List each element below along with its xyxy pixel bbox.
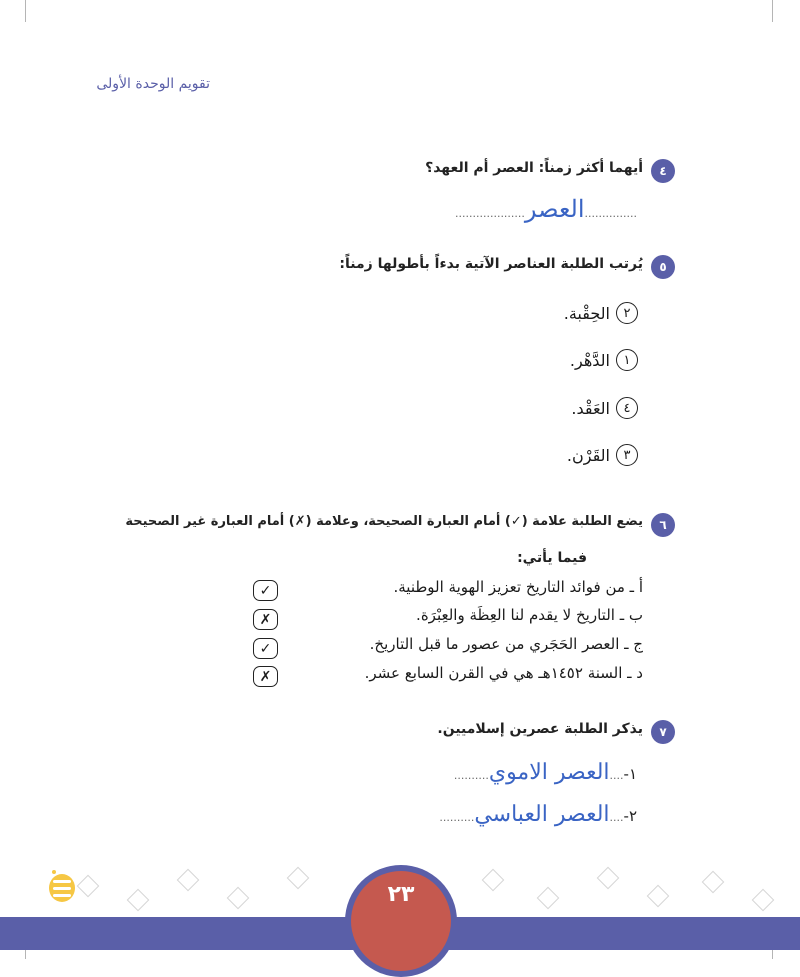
dotted-leader: ....: [609, 769, 624, 782]
question-4-answer-line: [455, 195, 637, 223]
question-5-badge: ٥: [651, 255, 675, 279]
page-number: ٢٣: [387, 882, 415, 907]
crop-mark: [772, 0, 773, 22]
rank-circle: ٢: [616, 302, 638, 324]
order-item: [567, 444, 638, 466]
question-4-text: أيهما أكثر زمناً: العصر أم العهد؟: [425, 160, 643, 176]
dotted-leader: ....: [609, 811, 624, 824]
order-item-label: الحِقْبة.: [563, 303, 610, 323]
statement-c: ج ـ العصر الحَجَري من عصور ما قبل التاريخ.: [369, 635, 643, 653]
order-item-label: العَقْد.: [571, 398, 610, 418]
answer-prefix: ٢-: [623, 807, 637, 825]
question-6-text-cont: فيما يأتي:: [517, 550, 587, 566]
statement-a: أ ـ من فوائد التاريخ تعزيز الهوية الوطنية.: [393, 578, 643, 596]
page-number-badge: [351, 871, 451, 971]
publisher-logo-icon: [44, 866, 80, 906]
question-6-badge: ٦: [651, 513, 675, 537]
rank-circle: ٣: [616, 444, 638, 466]
unit-header: تقويم الوحدة الأولى: [96, 76, 210, 92]
dotted-leader: ...............: [584, 207, 637, 220]
order-item-label: القَرْن.: [566, 445, 610, 465]
question-4-badge: ٤: [651, 159, 675, 183]
question-7-badge: ٧: [651, 720, 675, 744]
order-item-label: الدَّهْر.: [569, 350, 610, 370]
rank-circle: ٤: [616, 397, 638, 419]
question-7-answer-2: [439, 802, 637, 827]
order-item: [570, 349, 638, 371]
rank-circle: ١: [616, 349, 638, 371]
answer-prefix: ١-: [623, 765, 637, 783]
crop-mark: [25, 0, 26, 22]
order-item: [571, 397, 638, 419]
question-5-text: يُرتب الطلبة العناصر الآتية بدءاً بأطولها زمناً:: [339, 256, 643, 272]
question-7-answer-2-text: العصر العباسي: [474, 802, 610, 827]
dotted-leader: ..........: [439, 811, 475, 824]
answer-box-check: ✓: [253, 638, 278, 659]
dotted-leader: ....................: [454, 207, 525, 220]
answer-box-check: ✓: [253, 580, 278, 601]
answer-box-cross: ✗: [253, 666, 278, 687]
question-4-answer: العصر: [524, 195, 585, 223]
answer-box-cross: ✗: [253, 609, 278, 630]
statement-d: د ـ السنة ١٤٥٢هـ هي في القرن السابع عشر.: [364, 664, 643, 682]
dotted-leader: ..........: [453, 769, 489, 782]
question-7-answer-1: [454, 760, 637, 785]
question-7-answer-1-text: العصر الاموي: [488, 760, 610, 785]
statement-b: ب ـ التاريخ لا يقدم لنا العِظَة والعِبْرَة.: [416, 606, 643, 624]
order-item: [564, 302, 638, 324]
question-6-text: يضع الطلبة علامة (✓) أمام العبارة الصحيحة، وعلامة (✗) أمام العبارة غير الصحيحة: [125, 514, 643, 529]
question-7-text: يذكر الطلبة عصرين إسلاميين.: [437, 721, 643, 737]
